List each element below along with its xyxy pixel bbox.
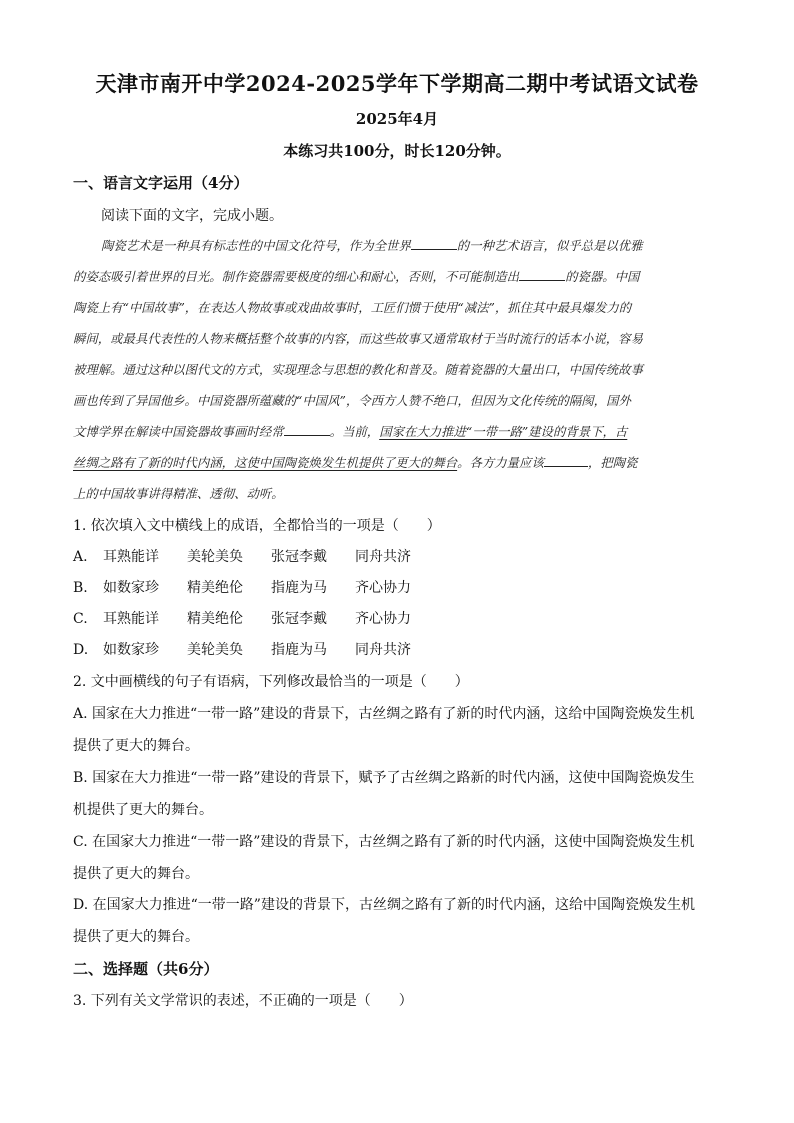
exam-title: 天津市南开中学2024-2025学年下学期高二期中考试语文试卷 (95, 71, 699, 96)
option-label: D. (73, 642, 89, 658)
question-1-option-b[interactable] (73, 577, 411, 597)
exam-date: 2025年4月 (355, 110, 439, 128)
passage-line-5: 被理解。通过这种以图代文的方式，实现理念与思想的教化和普及。随着瓷器的大量出口，中国传统故事 (73, 362, 643, 377)
fill-blank-1 (411, 239, 457, 250)
section-2-heading: 二、选择题（共6分） (73, 960, 219, 978)
question-2-stem: 2. 文中画横线的句子有语病，下列修改最恰当的一项是（ ） (73, 674, 469, 690)
option-word: 如数家珍 (103, 580, 159, 596)
fill-blank-3 (284, 425, 330, 436)
question-2-option-c-cont: 提供了更大的舞台。 (73, 866, 199, 882)
passage-line-9: 上的中国故事讲得精准、透彻、动听。 (73, 486, 284, 501)
option-word: 张冠李戴 (271, 611, 327, 627)
option-word: 指鹿为马 (271, 642, 327, 658)
question-3-stem: 3. 下列有关文学常识的表述，不正确的一项是（ ） (73, 993, 413, 1009)
option-word: 精美绝伦 (187, 580, 243, 596)
option-word: 同舟共济 (355, 642, 411, 658)
option-word: 耳熟能详 (103, 611, 159, 627)
option-word: 美轮美奂 (187, 642, 243, 658)
passage-line-8 (73, 453, 718, 471)
option-word: 耳熟能详 (103, 549, 159, 565)
passage-text: 的姿态吸引着世界的目光。制作瓷器需要极度的细心和耐心，否则，不可能制造出 (73, 269, 520, 284)
question-1-stem: 1. 依次填入文中横线上的成语，全都恰当的一项是（ ） (73, 518, 441, 534)
question-1-option-d[interactable] (73, 639, 411, 659)
section-1-heading: 一、语言文字运用（4分） (73, 174, 249, 192)
option-label: B. (73, 580, 88, 596)
question-1-option-c[interactable] (73, 608, 411, 628)
passage-text: 的瓷器。中国 (565, 269, 640, 284)
question-2-option-b-cont: 机提供了更大的舞台。 (73, 802, 213, 818)
option-word: 同舟共济 (355, 549, 411, 565)
passage-line-4: 瞬间，或最具代表性的人物来概括整个故事的内容，而这些故事又通常取材于当时流行的话本小说，容易 (73, 331, 643, 346)
option-label: C. (73, 611, 88, 627)
fill-blank-4 (544, 456, 588, 467)
option-word: 齐心协力 (355, 580, 411, 596)
passage-text: 的一种艺术语言，似乎总是以优雅 (456, 238, 643, 253)
passage-line-2 (73, 267, 718, 285)
option-word: 指鹿为马 (271, 580, 327, 596)
option-word: 张冠李戴 (271, 549, 327, 565)
passage-text: ，把陶瓷 (587, 455, 638, 470)
underlined-sentence: 丝绸之路有了新的时代内涵，这使中国陶瓷焕发生机提供了更大的舞台 (73, 455, 458, 470)
passage-text: 。各方力量应该 (457, 455, 544, 470)
question-2-option-a[interactable]: A. 国家在大力推进“一带一路”建设的背景下，古丝绸之路有了新的时代内涵，这给中国陶瓷焕发生机 (73, 706, 695, 722)
option-word: 如数家珍 (103, 642, 159, 658)
option-label: A. (73, 549, 88, 565)
option-word: 精美绝伦 (187, 611, 243, 627)
option-word: 美轮美奂 (187, 549, 243, 565)
question-1-option-a[interactable] (73, 546, 411, 566)
option-word: 齐心协力 (355, 611, 411, 627)
passage-text: 。当前， (329, 424, 380, 439)
underlined-sentence: 国家在大力推进“一带一路”建设的背景下，古 (379, 424, 628, 439)
passage-line-3: 陶瓷上有“中国故事”，在表达人物故事或戏曲故事时，工匠们惯于使用“减法”，抓住其中最具爆发力的 (73, 300, 632, 315)
fill-blank-2 (519, 270, 565, 281)
question-2-option-d-cont: 提供了更大的舞台。 (73, 929, 199, 945)
passage-text: 文博学界在解读中国瓷器故事画时经常 (73, 424, 284, 439)
question-2-option-b[interactable]: B. 国家在大力推进“一带一路”建设的背景下，赋予了古丝绸之路新的时代内涵，这使中国陶瓷焕发生 (73, 770, 695, 786)
exam-info: 本练习共100分，时长120分钟。 (283, 142, 511, 160)
passage-line-7 (73, 422, 718, 440)
question-2-option-c[interactable]: C. 在国家大力推进“一带一路”建设的背景下，古丝绸之路有了新的时代内涵，这使中国陶瓷焕发生机 (73, 834, 695, 850)
question-2-option-d[interactable]: D. 在国家大力推进“一带一路”建设的背景下，古丝绸之路有了新的时代内涵，这给中国陶瓷焕发生机 (73, 897, 695, 913)
passage-text: 陶瓷艺术是一种具有标志性的中国文化符号，作为全世界 (101, 238, 411, 253)
question-2-option-a-cont: 提供了更大的舞台。 (73, 738, 199, 754)
passage-line-6: 画也传到了异国他乡。中国瓷器所蕴藏的“中国风”，令西方人赞不绝口，但因为文化传统的隔阂，国外 (73, 393, 631, 408)
section-1-instruction: 阅读下面的文字，完成小题。 (101, 208, 283, 224)
passage-line-1 (101, 236, 718, 254)
